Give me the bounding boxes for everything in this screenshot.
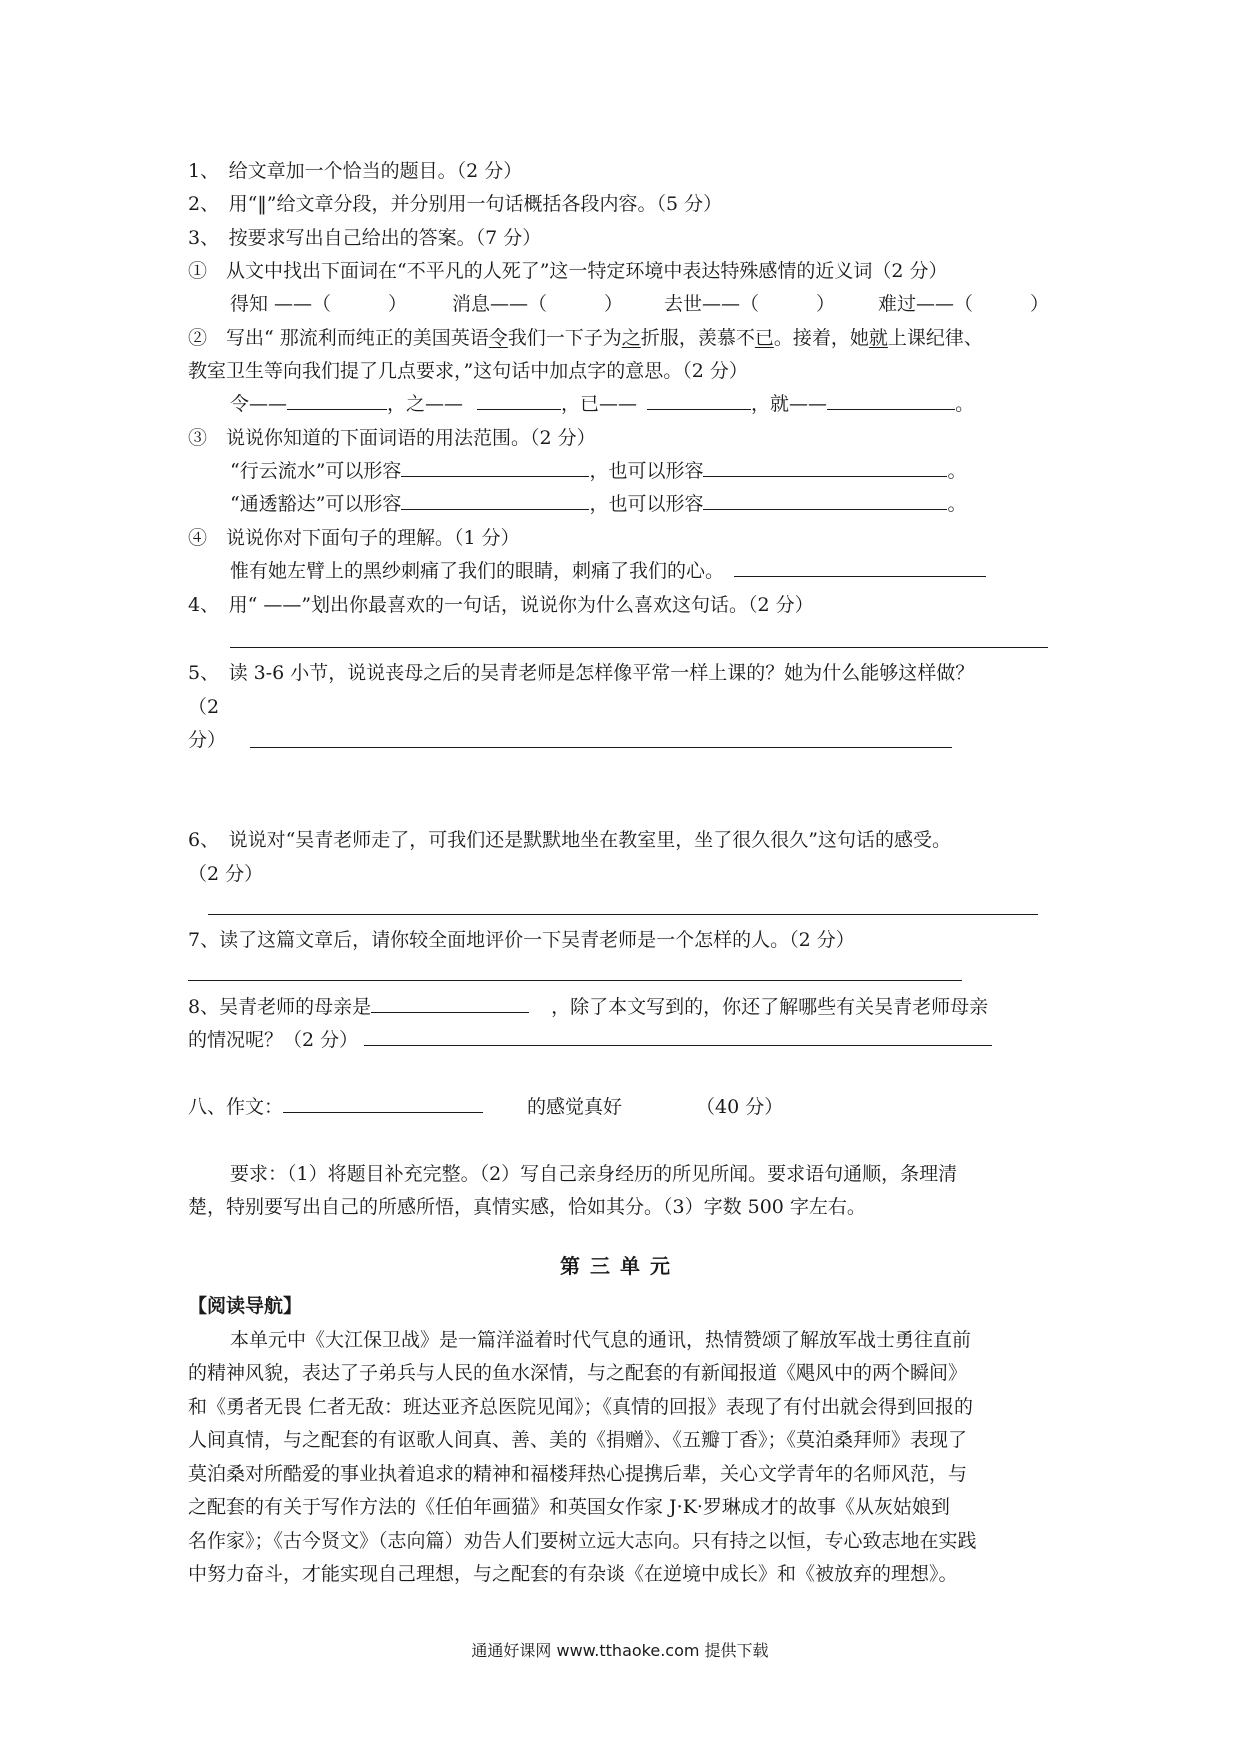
- fill-label-jiu: ，就——: [751, 393, 828, 415]
- answer-line-q8[interactable]: [364, 1027, 992, 1046]
- question-2: 2、 用“‖”给文章分段，并分别用一句话概括各段内容。（5 分）: [188, 193, 723, 215]
- reading-guide-line: 人间真情，与之配套的有讴歌人间真、善、美的《捐赠》、《五瓣丁香》；《莫泊桑拜师》表现了: [188, 1429, 968, 1451]
- q3-2-word-ling: 令: [488, 327, 508, 349]
- answer-blank-usage-1b[interactable]: [703, 458, 947, 477]
- reading-guide-line: 之配套的有关于写作方法的《任伯年画猫》和英国女作家 J·K·罗琳成才的故事《从灰姑娘到: [188, 1496, 950, 1518]
- essay-requirements-2: 楚，特别要写出自己的所感所悟，真情实感，恰如其分。（3）字数 500 字左右。: [188, 1196, 866, 1218]
- question-5-score: （2: [188, 696, 220, 718]
- sentence-text: 惟有她左臂上的黑纱刺痛了我们的眼睛，刺痛了我们的心。: [230, 560, 725, 582]
- answer-line-q5[interactable]: [250, 747, 952, 748]
- reading-guide-line: 本单元中《大江保卫战》是一篇洋溢着时代气息的通讯，热情赞颂了解放军战士勇往直前: [230, 1329, 972, 1351]
- essay-title-blank[interactable]: [283, 1094, 483, 1113]
- question-3: 3、 按要求写出自己给出的答案。（7 分）: [188, 227, 542, 249]
- answer-blank-understanding[interactable]: [734, 558, 986, 577]
- q3-2-text-d: 。接着，她: [773, 327, 869, 349]
- answer-blank-mother[interactable]: [371, 994, 529, 1013]
- answer-blank-usage-2b[interactable]: [703, 491, 947, 510]
- fill-label-zhi: ，之——: [387, 393, 464, 415]
- reading-guide-line: 和《勇者无畏 仁者无敌：班达亚齐总医院见闻》；《真情的回报》表现了有付出就会得到回报的: [188, 1396, 974, 1418]
- answer-blank-ling[interactable]: [287, 391, 387, 410]
- question-5-score-2: 分）: [188, 729, 227, 751]
- question-3-4: ④ 说说你对下面句子的理解。（1 分）: [188, 527, 520, 549]
- reading-guide-heading: 【阅读导航】: [188, 1295, 303, 1317]
- usage-row-1-label-a: “行云流水”可以形容: [230, 460, 402, 482]
- question-3-2-line2: 教室卫生等向我们提了几点要求，”这句话中加点字的意思。（2 分）: [188, 360, 748, 382]
- usage-row-2: [230, 491, 966, 517]
- answer-blank-zhi[interactable]: [477, 391, 561, 410]
- q3-2-text-b: 我们一下子为: [507, 327, 622, 349]
- essay-requirements-1: 要求：（1）将题目补充完整。（2）写自己亲身经历的所见所闻。要求语句通顺，条理清: [230, 1163, 958, 1185]
- question-8-line2: [188, 1027, 992, 1053]
- answer-blank-jiu[interactable]: [827, 391, 955, 410]
- essay-title-suffix: 的感觉真好: [527, 1096, 623, 1118]
- footer-credit: 通通好课网 www.tthaoke.com 提供下载: [471, 1641, 769, 1660]
- usage-row-2-label-a: “通透豁达”可以形容: [230, 493, 402, 515]
- question-3-1: ① 从文中找出下面词在“不平凡的人死了”这一特定环境中表达特殊感情的近义词（2 分）: [188, 260, 948, 282]
- synonym-item-1: 得知 ——（ ）: [230, 293, 408, 315]
- essay-prompt: [188, 1094, 783, 1120]
- synonym-item-2: 消息——（ ）: [452, 293, 624, 315]
- question-4: 4、 用“ ——”划出你最喜欢的一句话，说说你为什么喜欢这句话。（2 分）: [188, 594, 814, 616]
- essay-score: （40 分）: [696, 1096, 784, 1118]
- q3-2-word-zhi: 之: [621, 327, 641, 349]
- question-8: [188, 994, 988, 1020]
- q3-2-word-jiu: 就: [868, 327, 888, 349]
- q3-2-text-a: ② 写出“ 那流利而纯正的美国英语: [188, 327, 489, 349]
- q3-2-word-yi: 已: [754, 327, 774, 349]
- question-7: 7、读了这篇文章后，请你较全面地评价一下吴青老师是一个怎样的人。（2 分）: [188, 929, 855, 951]
- answer-blank-yi[interactable]: [647, 391, 751, 410]
- q8-text-b: ，除了本文写到的，你还了解哪些有关吴青老师母亲: [551, 996, 989, 1018]
- fill-label-ling: 令——: [230, 393, 288, 415]
- question-1: 1、 给文章加一个恰当的题目。（2 分）: [188, 160, 523, 182]
- essay-label: 八、作文：: [188, 1096, 284, 1118]
- reading-guide-line: 莫泊桑对所酷爱的事业执着追求的精神和福楼拜热心提携后辈，关心文学青年的名师风范，与: [188, 1463, 968, 1485]
- q3-2-text-c: 折服，羡慕不: [640, 327, 755, 349]
- question-6-score: （2 分）: [188, 863, 264, 885]
- q8-text-a: 8、吴青老师的母亲是: [188, 996, 372, 1018]
- q3-2-text-e: 上课纪律、: [887, 327, 983, 349]
- reading-guide-line: 的精神风貌，表达了子弟兵与人民的鱼水深情，与之配套的有新闻报道《飓风中的两个瞬间》: [188, 1362, 968, 1384]
- usage-row-1: [230, 458, 966, 484]
- usage-row-2-label-b: ，也可以形容: [589, 493, 704, 515]
- usage-row-1-label-b: ，也可以形容: [589, 460, 704, 482]
- usage-row-1-end: 。: [947, 460, 967, 482]
- synonym-item-4: 难过——（ ）: [878, 293, 1050, 315]
- fill-label-yi: ，已——: [561, 393, 638, 415]
- answer-line-q6[interactable]: [208, 914, 1038, 915]
- fill-label-end: 。: [955, 393, 975, 415]
- question-6: 6、 说说对“吴青老师走了，可我们还是默默地坐在教室里，坐了很久很久”这句话的感受。: [188, 829, 952, 851]
- question-3-3: ③ 说说你知道的下面词语的用法范围。（2 分）: [188, 427, 596, 449]
- reading-guide-line: 名作家》；《古今贤文》（志向篇）劝告人们要树立远大志向。只有持之以恒，专心致志地在实践: [188, 1530, 977, 1552]
- meaning-fill-row: [230, 391, 974, 417]
- question-3-4-sentence: [230, 558, 986, 584]
- usage-row-2-end: 。: [947, 493, 967, 515]
- answer-line-q4[interactable]: [230, 647, 1048, 648]
- unit-title: 第三单元: [560, 1254, 680, 1278]
- synonym-item-3: 去世——（ ）: [664, 293, 836, 315]
- question-3-2: [188, 325, 983, 351]
- question-5: 5、 读 3-6 小节，说说丧母之后的吴青老师是怎样像平常一样上课的？她为什么能够这样做？: [188, 662, 975, 684]
- answer-blank-usage-1a[interactable]: [401, 458, 589, 477]
- reading-guide-line: 中努力奋斗，才能实现自己理想，与之配套的有杂谈《在逆境中成长》和《被放弃的理想》。: [188, 1563, 958, 1585]
- answer-line-q7[interactable]: [188, 980, 962, 981]
- answer-blank-usage-2a[interactable]: [401, 491, 589, 510]
- q8-text-c: 的情况呢？（2 分）: [188, 1029, 359, 1051]
